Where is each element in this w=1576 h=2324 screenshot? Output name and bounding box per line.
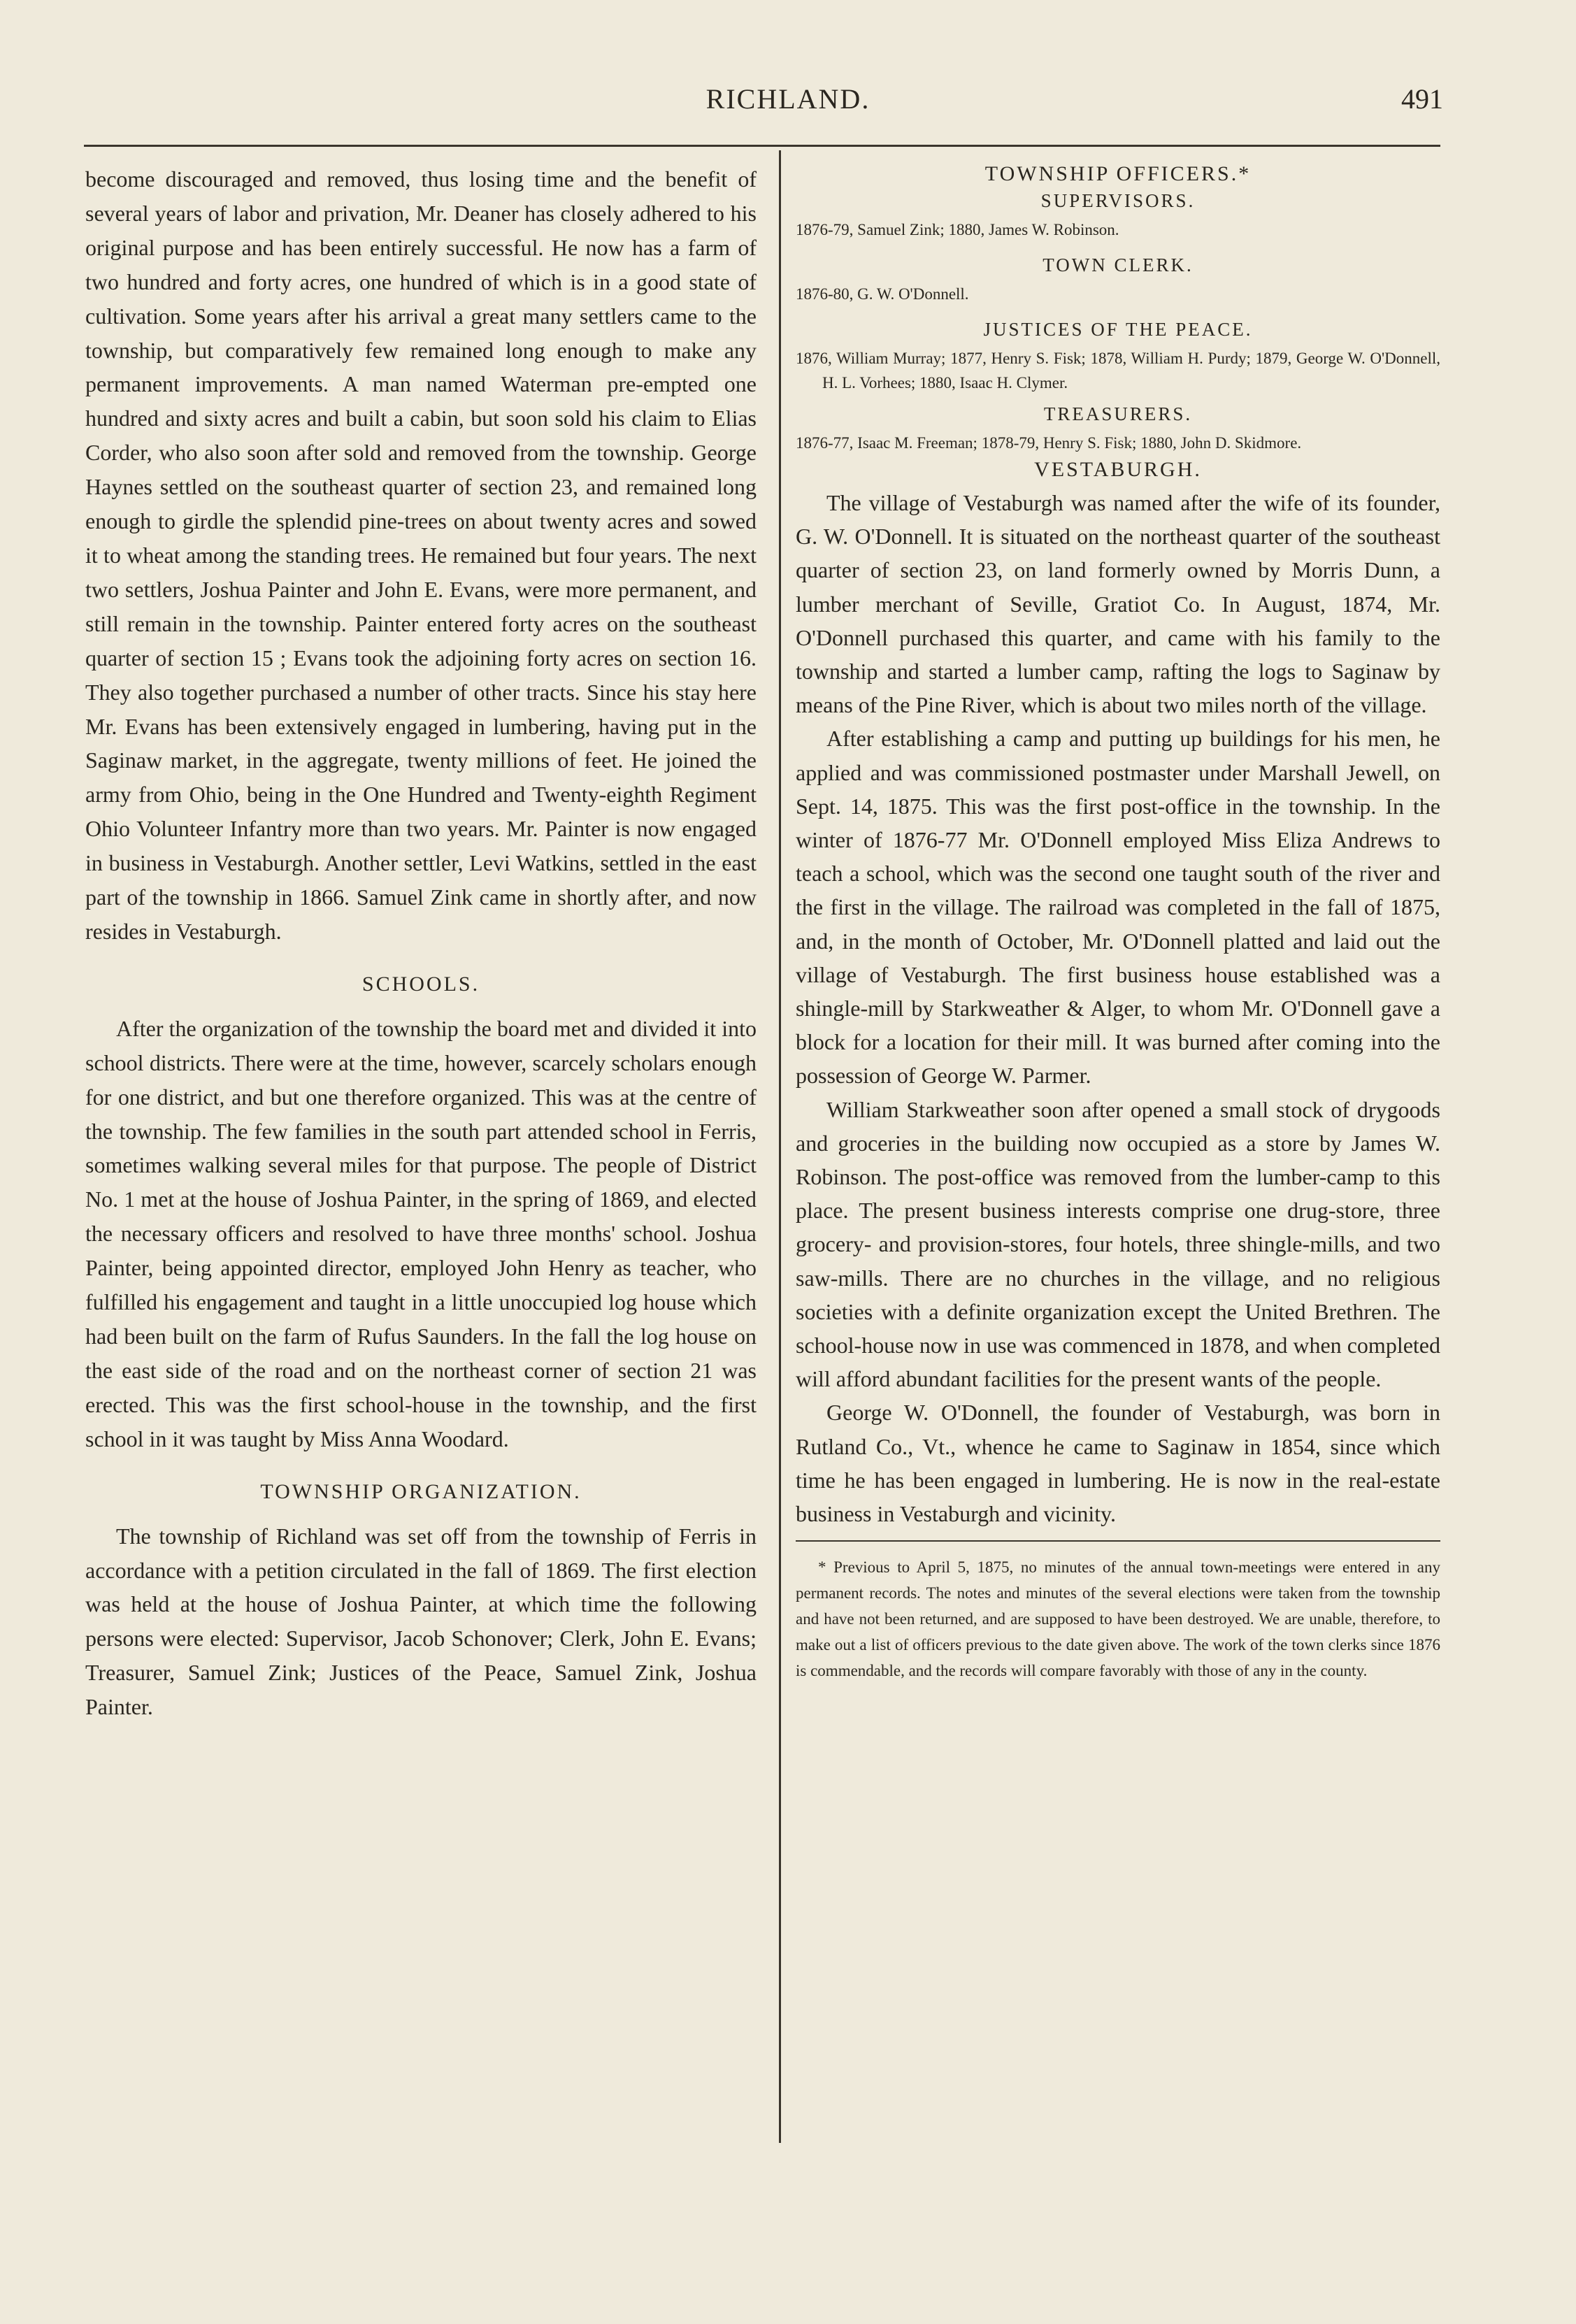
- officer-list-supervisors: 1876-79, Samuel Zink; 1880, James W. Robinson.: [796, 221, 1119, 238]
- header-rule: [84, 145, 1440, 147]
- footnote-rule: [796, 1540, 1440, 1542]
- subheading-justices: JUSTICES OF THE PEACE.: [983, 319, 1253, 340]
- section-heading-schools: SCHOOLS.: [361, 972, 480, 996]
- column-divider: [779, 150, 781, 2143]
- subheading-town-clerk: TOWN CLERK.: [1043, 254, 1194, 275]
- body-paragraph: William Starkweather soon after opened a small stock of drygoods and groceries in the building now occupied as a store by James W. Robinson. The post-office was removed from the lumber-camp to this place. The present business interests comprise one drug-store, three grocery- and provision-stores, four hotels, three shingle-mills, and two saw-mills. There are no churches in the village, and no religious societies with a definite organization except the United Brethren. The school-house now in use was commenced in 1878, and when completed will afford abundant facilities for the present wants of the people.: [796, 1096, 1440, 1392]
- body-paragraph: George W. O'Donnell, the founder of Vestaburgh, was born in Rutland Co., Vt., whence he came to Saginaw in 1854, since which time he has been engaged in lumbering. He is now in the real-estate business in Vestaburgh and vicinity.: [796, 1400, 1440, 1527]
- officer-list-treasurers: 1876-77, Isaac M. Freeman; 1878-79, Henry S. Fisk; 1880, John D. Skidmore.: [796, 434, 1302, 452]
- left-column: [85, 162, 757, 1724]
- section-heading-township-officers: TOWNSHIP OFFICERS.*: [984, 162, 1252, 185]
- body-paragraph: The township of Richland was set off from the township of Ferris in accordance with a petition circulated in the fall of 1869. The first election was held at the house of Joshua Painter, at which time the following persons were elected: Supervisor, Jacob Schonover; Clerk, John E. Evans; Treasurer, Samuel Zink; Justices of the Peace, Samuel Zink, Joshua Painter.: [85, 1523, 757, 1720]
- page-number: 491: [1401, 83, 1443, 115]
- officer-list-justices: 1876, William Murray; 1877, Henry S. Fisk; 1878, William H. Purdy; 1879, George W. O'Donnell, H. L. Vorhees; 1880, Isaac H. Clymer.: [796, 350, 1440, 392]
- subheading-treasurers: TREASURERS.: [1043, 403, 1193, 424]
- body-paragraph: After the organization of the township the board met and divided it into school districts. There were at the time, however, scarcely scholars enough for one district, and but one therefore organized. This was at the centre of the township. The few families in the south part attended school in Ferris, sometimes walking several miles for that purpose. The people of District No. 1 met at the house of Joshua Painter, in the spring of 1869, and elected the necessary officers and resolved to have three months' school. Joshua Painter, being appointed director, employed John Henry as teacher, who fulfilled his engagement and taught in a little unoccupied log house which had been built on the farm of Rufus Saunders. In the fall the log house on the east side of the road and on the northeast corner of section 21 was erected. This was the first school-house in the township, and the first school in it was taught by Miss Anna Woodard.: [85, 1015, 757, 1451]
- subheading-supervisors: SUPERVISORS.: [1040, 190, 1196, 211]
- running-head-title: RICHLAND.: [705, 83, 871, 115]
- body-paragraph: become discouraged and removed, thus losing time and the benefit of several years of labor and privation, Mr. Deaner has closely adhered to his original purpose and has been entirely successful. He now has a farm of two hundred and forty acres, one hundred of which is in a good state of cultivation. Some years after his arrival a great many settlers came to the township, but comparatively few remained long enough to make any permanent improvements. A man named Waterman pre-empted one hundred and sixty acres and built a cabin, but soon sold his claim to Elias Corder, who also soon after sold and removed from the township. George Haynes settled on the southeast quarter of section 23, and remained long enough to girdle the splendid pine-trees on about twenty acres and sowed it to wheat among the standing trees. He remained but four years. The next two settlers, Joshua Painter and John E. Evans, were more permanent, and still remain in the township. Painter entered forty acres on the southeast quarter of section 15 ; Evans took the adjoining forty acres on section 16. They also together purchased a number of other tracts. Since his stay here Mr. Evans has been extensively engaged in lumbering, having put in the Saginaw market, in the aggregate, twenty millions of feet. He joined the army from Ohio, being in the One Hundred and Twenty-eighth Regiment Ohio Volunteer Infantry more than two years. Mr. Painter is now engaged in business in Vestaburgh. Another settler, Levi Watkins, settled in the east part of the township in 1866. Samuel Zink came in shortly after, and now resides in Vestaburgh.: [85, 166, 757, 944]
- officer-list-town-clerk: 1876-80, G. W. O'Donnell.: [796, 285, 969, 303]
- section-heading-vestaburgh: VESTABURGH.: [1034, 458, 1202, 481]
- footnote: * Previous to April 5, 1875, no minutes of the annual town-meetings were entered in any permanent records. The notes and minutes of the several elections were taken from the township and have not been returned, and are supposed to have been destroyed. We are unable, therefore, to make out a list of officers previous to the date given above. The work of the town clerks since 1876 is commendable, and the records will compare favorably with those of any in the county.: [796, 1558, 1440, 1680]
- body-paragraph: The village of Vestaburgh was named after the wife of its founder, G. W. O'Donnell. It is situated on the northeast quarter of the southeast quarter of section 23, on land formerly owned by Morris Dunn, a lumber merchant of Seville, Gratiot Co. In August, 1874, Mr. O'Donnell purchased this quarter, and came with his family to the township and started a lumber camp, rafting the logs to Saginaw by means of the Pine River, which is about two miles north of the village.: [796, 490, 1440, 718]
- section-heading-township-organization: TOWNSHIP ORGANIZATION.: [260, 1479, 582, 1503]
- body-paragraph: After establishing a camp and putting up buildings for his men, he applied and was commissioned postmaster under Marshall Jewell, on Sept. 14, 1875. This was the first post-office in the township. In the winter of 1876-77 Mr. O'Donnell employed Miss Eliza Andrews to teach a school, which was the second one taught south of the river and the first in the village. The railroad was completed in the fall of 1875, and, in the month of October, Mr. O'Donnell platted and laid out the village of Vestaburgh. The first business house established was a shingle-mill by Starkweather & Alger, to whom Mr. O'Donnell gave a block for a location for their mill. It was burned after coming into the possession of George W. Parmer.: [796, 726, 1440, 1089]
- right-column: [796, 162, 1440, 1684]
